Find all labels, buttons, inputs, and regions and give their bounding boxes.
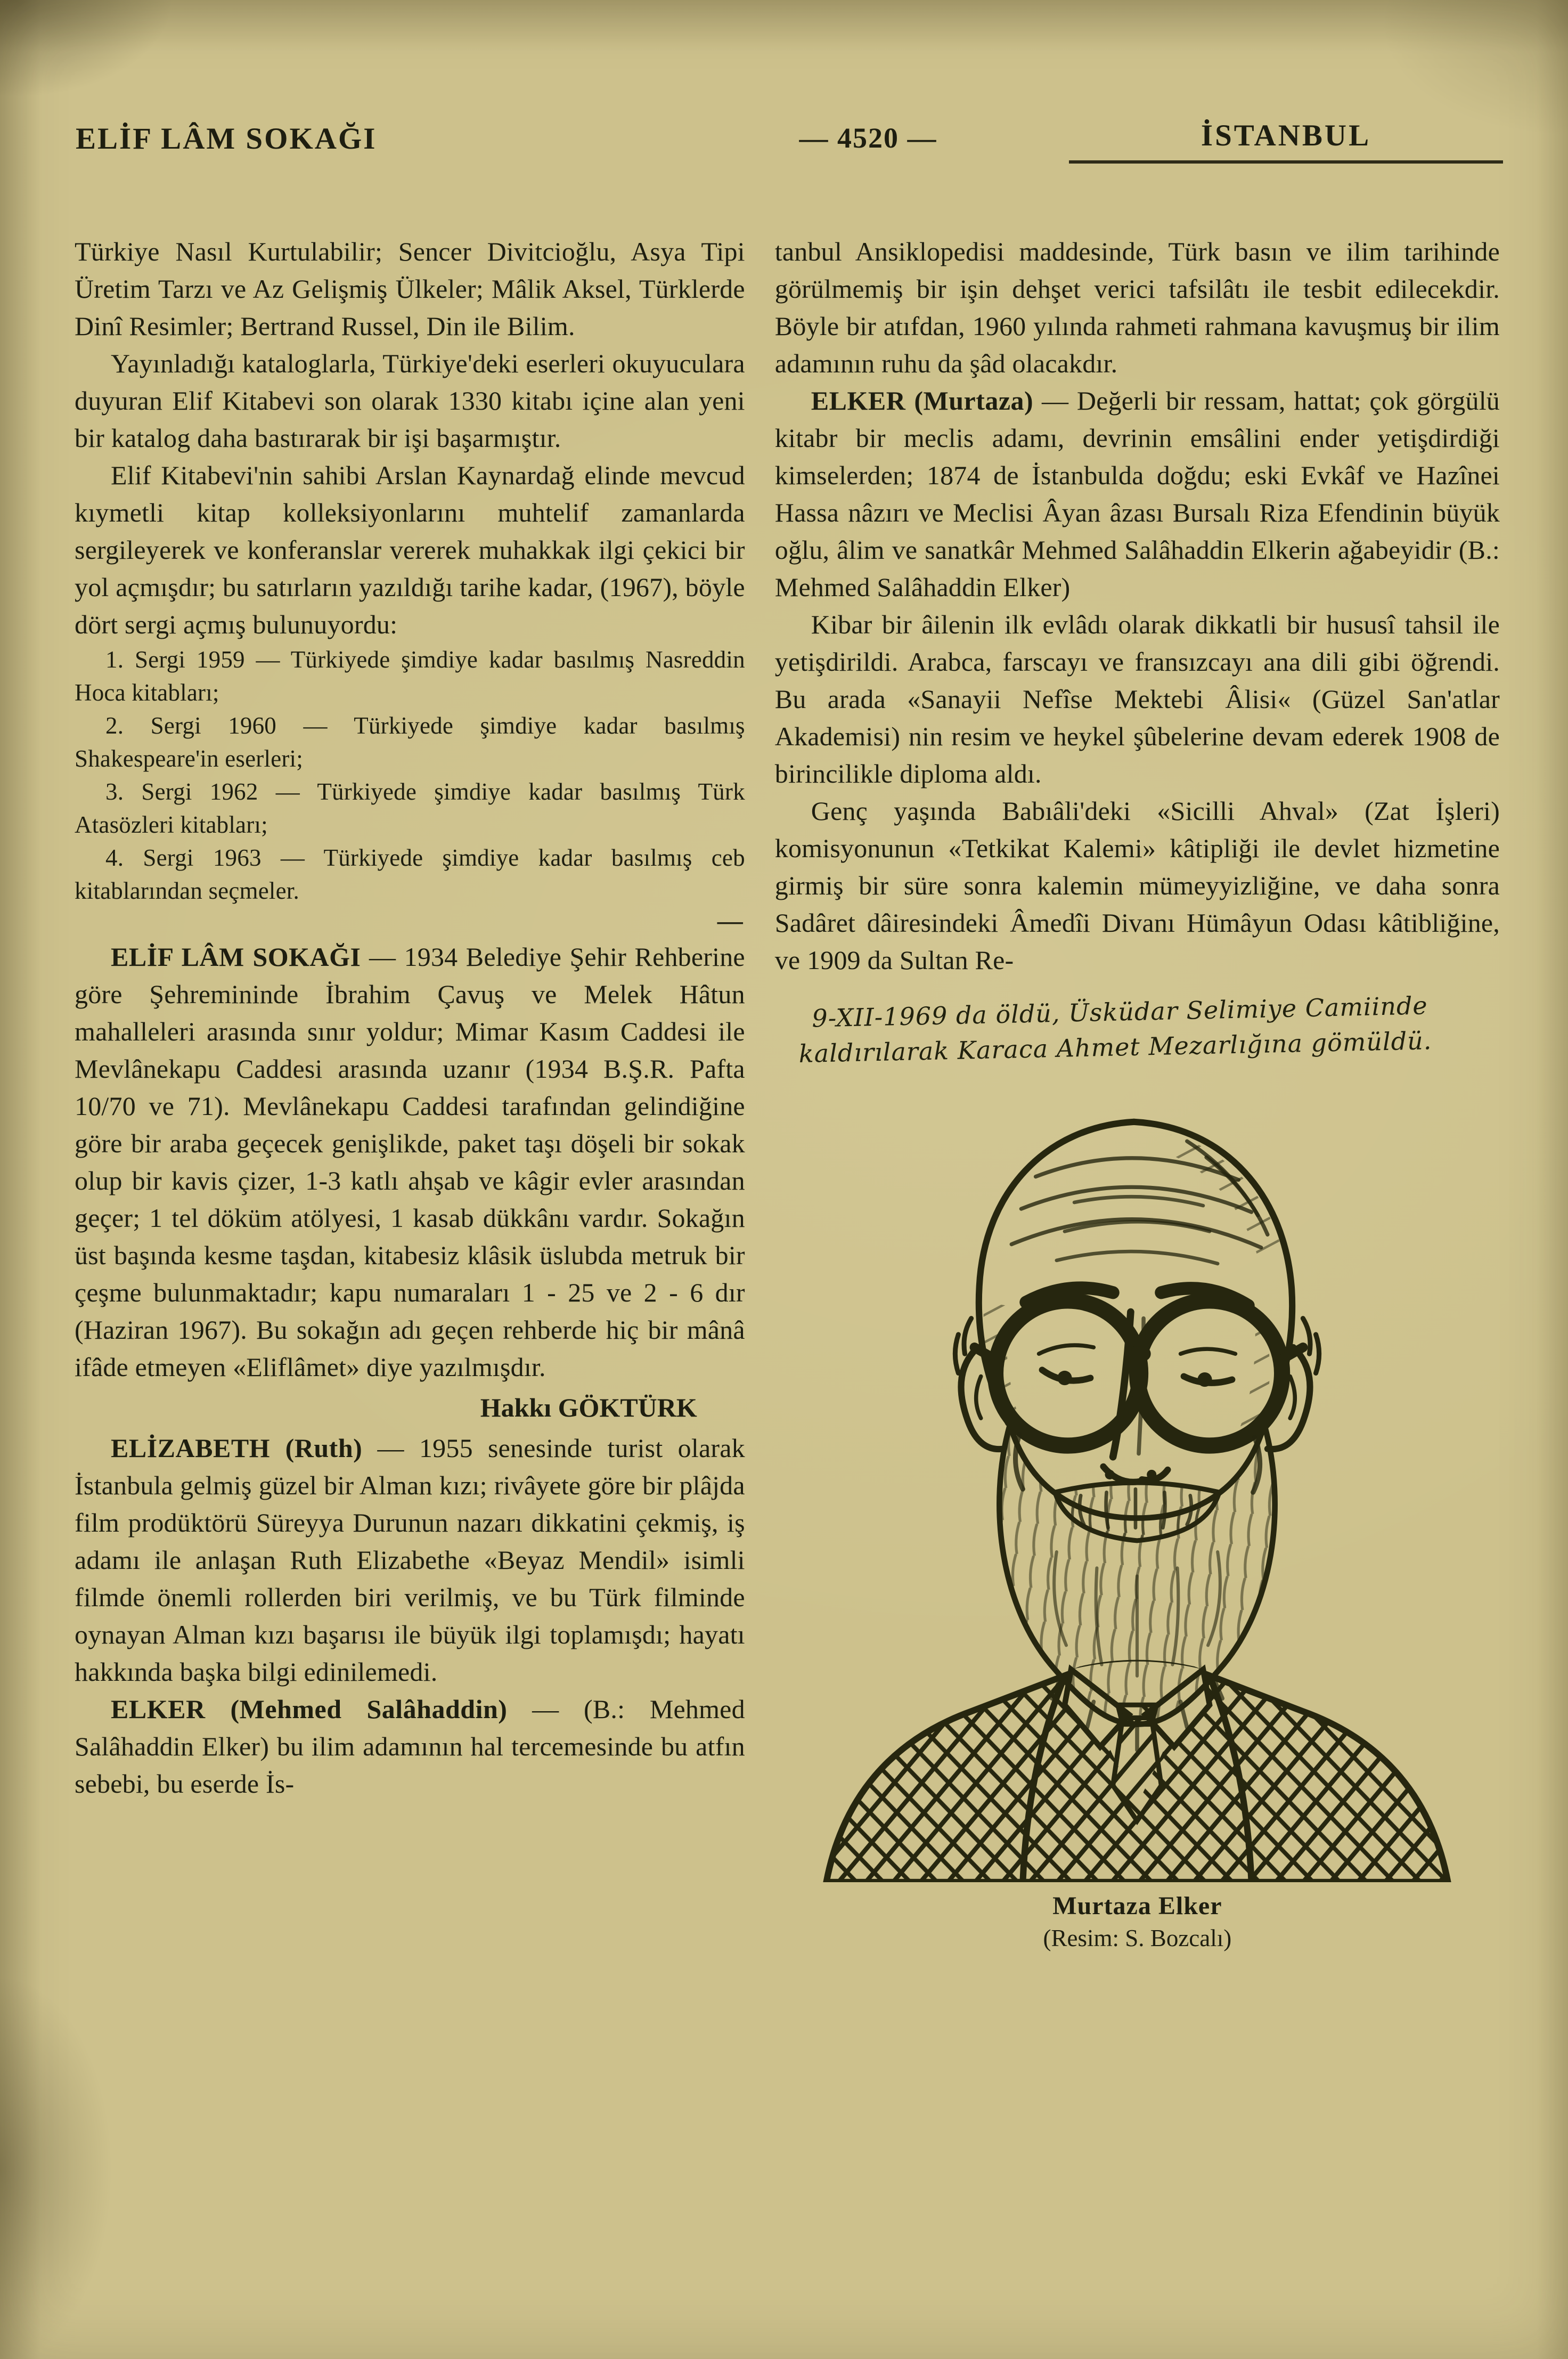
header-volume-title: İSTANBUL (1069, 118, 1503, 164)
entry-headword: ELKER (Murtaza) (811, 386, 1034, 416)
section-end-dash: — (717, 907, 743, 935)
entry-body-text: — (B.: Mehmed Salâhaddin Elker) bu ilim adamının hal tercemesinde bu atfın sebebi, bu eserde İs- (75, 1694, 745, 1799)
exhibit-list-item: 3. Sergi 1962 — Türkiyede şimdiye kadar basılmış Türk Atasözleri kitabları; (75, 778, 745, 838)
paragraph-kitabevi: Elif Kitabevi'nin sahibi Arslan Kaynardağ elinde mevcud kıymetli kitap kolleksiyonlarını muhtelif zamanlarda sergileyerek ve konferanslar vererek muhakkak ilgi çekici bir yol açmışdır; bu satırların yazıldığı tarihe kadar, (1967), böyle dört sergi açmış bulunuyordu: (75, 460, 745, 639)
exhibit-list-item: 4. Sergi 1963 — Türkiyede şimdiye kadar basılmış ceb kitablarından seçmeler. (75, 844, 745, 904)
forehead-wrinkles (1057, 1197, 1218, 1264)
entry-headword: ELKER (Mehmed Salâhaddin) (111, 1694, 508, 1724)
right-column (775, 233, 1500, 1954)
exhibit-list-item: 2. Sergi 1960 — Türkiyede şimdiye kadar basılmış Shakespeare'in eserleri; (75, 712, 745, 772)
entry-elker-mehmed-salahaddin (75, 1690, 745, 1802)
entry-headword: ELİF LÂM SOKAĞI (111, 942, 361, 972)
header-article-title: ELİF LÂM SOKAĞI (76, 122, 377, 156)
handwritten-note (798, 986, 1501, 1071)
paragraph-booklist-continuation: Türkiye Nasıl Kurtulabilir; Sencer Divitcioğlu, Asya Tipi Üretim Tarzı ve Az Gelişmiş Ülkeler; Mâlik Aksel, Türklerde Dinî Resimler; Bertrand Russel, Din ile Bilim. (75, 237, 745, 341)
paragraph-education: Kibar bir âilenin ilk evlâdı olarak dikkatli bir hususî tahsil ile yetişdirildi. Arabca, farscayı ve fransızcayı ana dili gibi öğrendi. Bu arada «Sanayii Nefîse Mektebi Âlisi« (Güzel San'atlar Akademisi) nin resim ve heykel şûbelerine devam ederek 1908 de birincilikle diploma aldı. (774, 609, 1500, 788)
left-column (75, 233, 745, 1954)
entry-body-text: — 1934 Belediye Şehir Rehberine göre Şehremininde İbrahim Çavuş ve Melek Hâtun mahalleleri arasında sınır yoldur; Mimar Kasım Caddesi ile Mevlânekapu Caddesi arasında uzanır (1934 B.Ş.R. Pafta 10/70 ve 71). Mevlânekapu Caddesi tarafından gelindiğine göre bir araba geçecek genişlikde, paket taşı döşeli bir sokak olup bir kavis çizer, 1-3 katlı ahşab ve kâgir evler arasından geçer; 1 tel döküm atölyesi, 1 kasab dükkânı vardır. Sokağın üst başında kesme taşdan, kitabesiz klâsik üslubda metruk bir çeşme bulunmaktadır; kapu numaraları 1 - 25 ve 2 - 6 dır (Haziran 1967). Bu sokağın adı geçen rehberde hiç bir mânâ ifâde etmeyen «Eliflâmet» diye yazılmışdır. (75, 942, 745, 1382)
two-column-text-body (75, 233, 1500, 1954)
portrait-caption (791, 1890, 1483, 1954)
handwritten-line: kaldırılarak Karaca Ahmet Mezarlığına gömüldü. (798, 1026, 1432, 1069)
author-signature: Hakkı GÖKTÜRK (480, 1393, 697, 1422)
entry-elif-lam-sokagi (75, 938, 745, 1386)
paragraph-catalog: Yayınladığı kataloglarla, Türkiye'deki eserleri okuyuculara duyuran Elif Kitabevi son olarak 1330 kitabı içine alan yeni bir katalog daha bastırarak bir işi başarmıştır. (75, 348, 745, 453)
portrait-caption-credit: (Resim: S. Bozcalı) (1043, 1925, 1232, 1951)
exhibit-list-item: 1. Sergi 1959 — Türkiyede şimdiye kadar basılmış Nasreddin Hoca kitabları; (75, 646, 745, 706)
handwritten-line: 9-XII-1969 da öldü, Üsküdar Selimiye Camiinde (811, 991, 1428, 1033)
portrait-sketch (791, 1077, 1483, 1882)
entry-elker-murtaza (775, 382, 1500, 606)
portrait-caption-name: Murtaza Elker (1052, 1892, 1222, 1920)
entry-elizabeth-ruth (75, 1429, 745, 1690)
page-number: — 4520 — (799, 122, 937, 154)
paragraph-career: Genç yaşında Babıâli'deki «Sicilli Ahval» (Zat İşleri) komisyonunun «Tetkikat Kalemi» kâtipliği ile devlet hizmetine girmiş bir süre sonra kalemin mümeyyizliğine, ve daha sonra Sadâret dâiresindeki Âmedîi Divanı Hümâyun Odası kâtibliğine, ve 1909 da Sultan Re- (774, 796, 1500, 975)
entry-body-text: — Değerli bir ressam, hattat; çok görgülü kitabr bir meclis adamı, devrinin emsâlini ender yetişdirdiği kimselerden; 1874 de İstanbulda doğdu; eski Evkâf ve Hazînei Hassa nâzırı ve Meclisi Âyan âzası Bursalı Riza Efendinin büyük oğlu, âlim ve sanatkâr Mehmed Salâhaddin Elkerin ağabeyidir (B.: Mehmed Salâhaddin Elker) (774, 386, 1500, 602)
portrait-figure (791, 1077, 1483, 1954)
entry-body-text: — 1955 senesinde turist olarak İstanbula gelmiş güzel bir Alman kızı; rivâyete göre bir plâjda film prodüktörü Süreyya Durunun nazarı dikkatini çekmiş, iş adamı ile anlaşan Ruth Elizabethe «Beyaz Mendil» isimli filmde önemli rollerden biri verilmiş, ve bu Türk filminde oynayan Alman kızı başarısı ile büyük ilgi toplamışdı; hayatı hakkında başka bilgi edinilemedi. (75, 1433, 745, 1687)
entry-headword: ELİZABETH (Ruth) (111, 1433, 363, 1463)
paragraph-continuation: tanbul Ansiklopedisi maddesinde, Türk basın ve ilim tarihinde görülmemiş bir işin dehşet verici tafsilâtı ile tesbit edilecekdir. Böyle bir atıfdan, 1960 yılında rahmeti rahmana kavuşmuş bir ilim adamının ruhu da şâd olacakdır. (774, 237, 1500, 378)
